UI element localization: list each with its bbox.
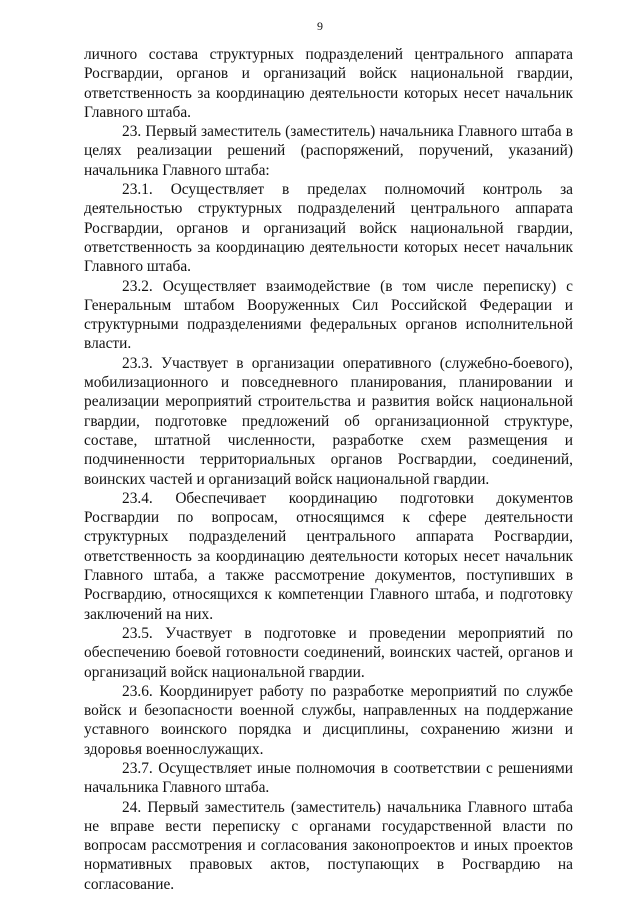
paragraph-item-23-4: 23.4. Обеспечивает координацию подготовки документов Росгвардии по вопросам, относящимся к сфере деятельности структурных подразделений центрального аппарата Росгвардии, ответственность за координацию деятельности которых несет начальник Главного штаба, а также рассмотрение документов, поступивших в Росгвардию, относящихся к компетенции Главного штаба, и подготовку заключений на них.: [84, 489, 573, 623]
paragraph-item-23-2: 23.2. Осуществляет взаимодействие (в том числе переписку) с Генеральным штабом Вооруженных Сил Российской Федерации и структурными подразделениями федеральных органов исполнительной власти.: [84, 277, 573, 353]
paragraph-item-23-1: 23.1. Осуществляет в пределах полномочий контроль за деятельностью структурных подразделений центрального аппарата Росгвардии, органов и организаций войск национальной гвардии, ответственность за координацию деятельности которых несет начальник Главного штаба.: [84, 181, 573, 276]
paragraph-item-23-5: 23.5. Участвует в подготовке и проведении мероприятий по обеспечению боевой готовности соединений, воинских частей, органов и организаций войск национальной гвардии.: [84, 624, 573, 681]
paragraph-item-23-7: 23.7. Осуществляет иные полномочия в соответствии с решениями начальника Главного штаба.: [84, 759, 573, 797]
page-number: 9: [317, 19, 323, 33]
paragraph-item-24: 24. Первый заместитель (заместитель) начальника Главного штаба не вправе вести переписку с органами государственной власти по вопросам рассмотрения и согласования законопроектов и иных проектов нормативных правовых актов, поступающих в Росгвардию на согласование.: [84, 798, 573, 893]
document-body: [84, 45, 573, 894]
paragraph-continuation: личного состава структурных подразделений центрального аппарата Росгвардии, органов и организаций войск национальной гвардии, ответственность за координацию деятельности которых несет начальник Главного штаба.: [84, 46, 573, 121]
paragraph-item-23: 23. Первый заместитель (заместитель) начальника Главного штаба в целях реализации решений (распоряжений, поручений, указаний) начальника Главного штаба:: [84, 123, 573, 179]
paragraph-item-23-6: 23.6. Координирует работу по разработке мероприятий по службе войск и безопасности военной службы, направленных на поддержание уставного воинского порядка и дисциплины, сохранению жизни и здоровья военнослужащих.: [84, 682, 573, 758]
paragraph-item-23-3: 23.3. Участвует в организации оперативного (служебно-боевого), мобилизационного и повседневного планирования, планировании и реализации мероприятий строительства и развития войск национальной гвардии, подготовке предложений об организационной структуре, составе, штатной численности, разработке схем размещения и подчиненности территориальных органов Росгвардии, соединений, воинских частей и организаций войск национальной гвардии.: [84, 354, 573, 488]
